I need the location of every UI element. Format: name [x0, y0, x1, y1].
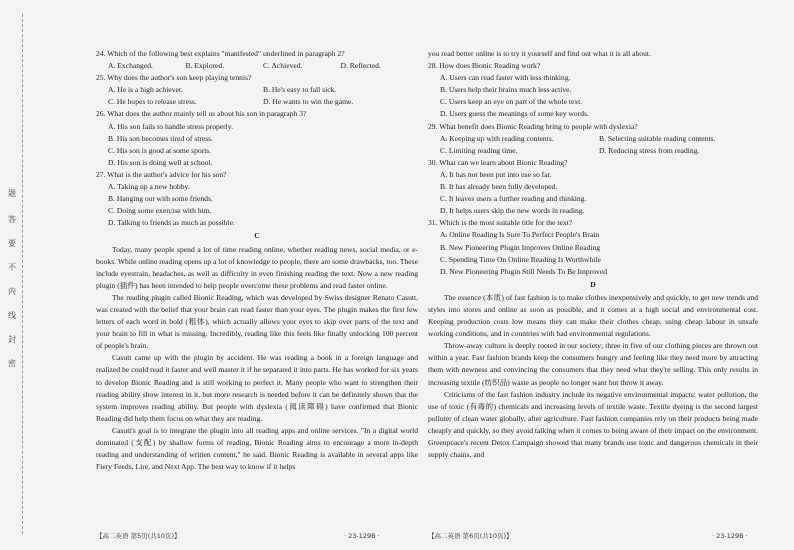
- passage-d-paragraph-2: Throw-away culture is deeply rooted in our society; three in five of our clothing pieces are thrown out within a year. Fast fashion brands keep the consumers hungry and feeling like they need more by attracting them with newness and convincing the consumers that they need what they're selling. This only results in increasing textile (纺织品) waste as people no longer want but throw it away.: [428, 341, 758, 387]
- passage-c-paragraph-4: Casutt's goal is to integrate the plugin into all reading apps and online services. "In a digital world dominated (支配) by shallow forms of reading, Bionic Reading aims to encourage a more in-depth reading and understanding of written content," he said. Bionic Reading is available in several apps like Fiery Feeds, Lire, and Next App. The best way to know if it helps: [96, 425, 418, 472]
- option: C. He hopes to release stress.: [108, 97, 197, 107]
- section-heading-c: C: [254, 231, 260, 241]
- option: A. Online Reading Is Sure To Perfect People's Brain: [440, 230, 600, 240]
- passage-d-paragraph-1: The essence (本质) of fast fashion is to make clothes inexpensively and quickly, to get new trends and styles into stores and online as soon as possible, and it comes at a high social and environmental cost. Keeping production costs low means they can make their clothes cheap, using cheap labour in unsafe working conditions, and in countries with bad environmental regulations.: [428, 292, 758, 339]
- question-24-options: [108, 60, 418, 72]
- option: D. Reducing stress from reading.: [599, 145, 700, 155]
- option: D. He wants to win the game.: [263, 97, 354, 107]
- option: C. Doing some exercise with him.: [108, 206, 212, 216]
- option: B. Users help their brains much less active.: [440, 85, 572, 95]
- question-29-options-ab: [440, 133, 758, 145]
- option: C. His son is good at some sports.: [108, 145, 212, 155]
- option: B. Hanging out with some friends.: [108, 194, 213, 204]
- option: B. Explored.: [185, 61, 225, 71]
- option: A. Exchanged.: [108, 61, 153, 71]
- passage-c-continuation: you read better online is to try it yourself and find out what it is all about.: [428, 49, 651, 58]
- binding-margin-label: 内: [8, 287, 16, 296]
- option: D. Reflected.: [340, 61, 381, 71]
- question-25-stem: 25. Why does the author's son keep playing tennis?: [96, 73, 252, 83]
- binding-margin-label: 题: [8, 189, 16, 198]
- option: B. New Pioneering Plugin Improves Online Reading: [440, 242, 601, 252]
- passage-c-paragraph-3: Casutt came up with the plugin by accident. He was reading a book in a foreign language and realized he could read it faster and well master it if he separated it into parts. He has worked for six years to develop Bionic Reading and is still working to perfect it. Many people who want to strengthen their reading ability show interest in it, but more research is needed before it can be definitely shown that the system improves reading ability. But people with dyslexia (阅读障碍) have confirmed that Bionic Reading did help them focus on what they are reading.: [96, 353, 418, 423]
- passage-d-paragraph-3: Criticisms of the fast fashion industry include its negative environmental impacts: water pollution, the use of toxic (有毒的) chemicals and increasing levels of textile waste. Textile dyeing is the second largest polluter of clean water globally, after agriculture. Fast fashion companies rely on their products being made cheaply and quickly, so they avoid talking when it comes to being aware of their impact on the environment. Greenpeace's recent Detox Campaign showed that many brands use toxic and dangerous chemicals in their supply chains, and: [428, 389, 758, 460]
- option: A. Keeping up with reading contents.: [440, 133, 554, 143]
- question-27-stem: 27. What is the author's advice for his son?: [96, 169, 227, 179]
- section-heading-d: D: [590, 279, 596, 289]
- question-30-stem: 30. What can we learn about Bionic Reading?: [428, 157, 568, 167]
- option: B. Selecting suitable reading contents.: [599, 133, 716, 143]
- question-29-stem: 29. What benefit does Bionic Reading bring to people with dyslexia?: [428, 121, 638, 131]
- question-29-options-cd: [440, 145, 758, 157]
- option: D. Talking to friends as much as possible.: [108, 218, 235, 228]
- binding-margin-label: 密: [8, 359, 16, 368]
- option: B. His son becomes tired of stress.: [108, 133, 214, 143]
- question-26-stem: 26. What does the author mainly tell us about his son in paragraph 3?: [96, 109, 307, 119]
- option: B. He's easy to fall sick.: [263, 85, 337, 95]
- passage-c-paragraph-2: The reading plugin called Bionic Reading, which was developed by Swiss designer Renato Casutt, was created with the belief that your brain can read faster than your eyes. The plugin makes the first few letters of each word in bold (粗体), which actually allows your eyes to skip over parts of the text and your brain to fill in what is missing. Incredibly, reading like this feels like finally unlocking 100 percent of people's brain.: [96, 292, 418, 351]
- option: A. He is a high achiever.: [108, 85, 183, 95]
- binding-margin: [6, 14, 23, 534]
- question-31-stem: 31. Which is the most suitable title for the text?: [428, 218, 573, 228]
- question-25-options-ab: [108, 84, 418, 96]
- option: D. Users guess the meanings of some key words.: [440, 109, 589, 119]
- question-24-stem: 24. Which of the following best explains "manifested" underlined in paragraph 2?: [96, 49, 345, 58]
- option: B. It has already been fully developed.: [440, 182, 558, 192]
- binding-margin-label: 答: [8, 215, 16, 224]
- binding-margin-label: 不: [8, 263, 16, 272]
- option: A. His son fails to handle stress properly.: [108, 121, 233, 131]
- question-28-stem: 28. How does Bionic Reading work?: [428, 61, 541, 71]
- binding-margin-label: 线: [8, 311, 16, 320]
- question-25-options-cd: [108, 96, 418, 108]
- option: A. Taking up a new hobby.: [108, 182, 190, 192]
- option: A. Users can read faster with less thinking.: [440, 73, 571, 83]
- option: C. Spending Time On Online Reading Is Worthwhile: [440, 254, 601, 264]
- footer-left-page: 【高二英语 第5页(共10页)】: [96, 532, 181, 540]
- right-column: [428, 48, 758, 461]
- option: D. His son is doing well at school.: [108, 157, 213, 167]
- left-column: [96, 48, 418, 473]
- binding-margin-label: 封: [8, 335, 16, 344]
- option: D. It helps users skip the new words in reading.: [440, 206, 585, 216]
- option: C. Limiting reading time.: [440, 145, 518, 155]
- footer-right-code: · 23-129B ·: [712, 532, 748, 540]
- footer-left-code: · 23-129B ·: [344, 532, 380, 540]
- option: C. Achieved.: [263, 61, 303, 71]
- option: D. New Pioneering Plugin Still Needs To Be Improved: [440, 266, 608, 276]
- binding-margin-label: 要: [8, 239, 16, 248]
- option: C. It leaves users a further reading and thinking.: [440, 194, 587, 204]
- option: C. Users keep an eye on part of the whole text.: [440, 97, 583, 107]
- option: A. It has not been put into use so far.: [440, 169, 552, 179]
- passage-c-paragraph-1: Today, many people spend a lot of time reading online, whether reading news, social media, or e-books. While online reading opens up a lot of knowledge to people, there are some drawbacks, too. These include eyestrain, headaches, as well as difficulty in even finishing reading the text. Now a new reading plugin (插件) has been intended to help people overcome these problems and read faster online.: [96, 244, 418, 290]
- footer-right-page: 【高二英语 第6页(共10页)】: [428, 532, 513, 540]
